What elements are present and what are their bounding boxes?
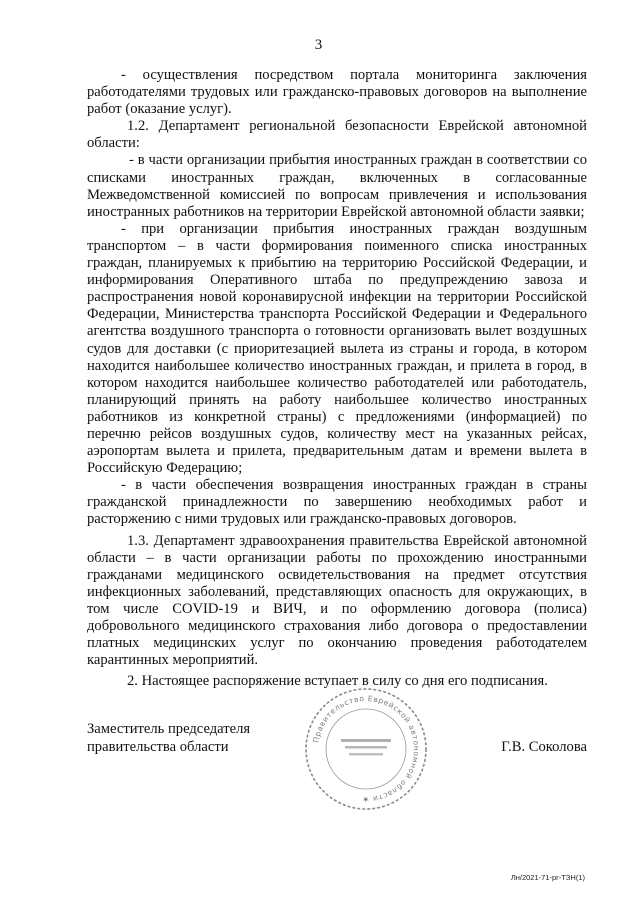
document-body (87, 67, 587, 690)
signatory-position: Заместитель председателя правительства области (87, 721, 251, 755)
paragraph-effective-date: 2. Настоящее распоряжение вступает в силу со дня его подписания. (127, 673, 548, 690)
paragraph-air-transport: - при организации прибытия иностранных граждан воздушным транспортом – в части формирования поименного списка иностранных граждан, планируемых к прибытию на территорию Российской Федерации, и информирования Оперативного штаба по предупреждению завоза и распространения новой коронавирусной инфекции на территории Российской Федерации, Министерства транспорта Российской Федерации и Федерального агентства воздушного транспорта о готовности организовать вылет воздушных судов для доставки (с приоритезацией вылета из страны и города, в котором находится наибольшее количество иностранных граждан, и прилета в город, в котором находится наибольшее количество работодателей или работодатель, планирующий принять на работу наибольшее количество иностранных работников из конкретной страны) с предложениями (информацией) по перечню рейсов воздушных судов, количеству мест на указанных рейсах, аэропортам вылета и прилета, предварительным датам и времени вылета в Российскую Федерацию; (87, 220, 587, 477)
paragraph-return-citizens: - в части обеспечения возвращения иностранных граждан в страны гражданской принадлежности по завершению необходимых работ и расторжению с ними трудовых или гражданско-правовых договоров. (87, 477, 587, 528)
paragraph-security-department: 1.2. Департамент региональной безопасности Еврейской автономной области: (87, 118, 587, 152)
page-number: 3 (314, 37, 323, 53)
paragraph-arrival-lists: - в части организации прибытия иностранных граждан в соответствии со списками иностранных граждан, включенных в согласованные Межведомственной комиссией по вопросам привлечения и использования иностранных работников на территории Еврейской автономной области заявки; (87, 152, 587, 220)
signatory-name: Г.В. Соколова (501, 739, 587, 755)
document-code: Лн/2021-71-рг-ТЗН(1) (510, 873, 585, 882)
paragraph-health-department: 1.3. Департамент здравоохранения правительства Еврейской автономной области – в части организации работы по прохождению иностранными гражданами медицинского освидетельствования на предмет отсутствия инфекционных заболеваний, представляющих опасность для окружающих, в том числе COVID-19 и ВИЧ, и по оформлению договора (полиса) добровольного медицинского страхования либо договора о предоставлении платных медицинских услуг по окончанию проведения работодателем карантинных мероприятий. (87, 532, 587, 669)
signature-block (87, 721, 587, 781)
paragraph-portal-monitoring: - осуществления посредством портала мониторинга заключения работодателями трудовых или гражданско-правовых договоров на выполнение работ (оказание услуг). (87, 67, 587, 118)
svg-text:Правительство Еврейской автоно: Правительство Еврейской автономной области ★ (311, 693, 422, 805)
